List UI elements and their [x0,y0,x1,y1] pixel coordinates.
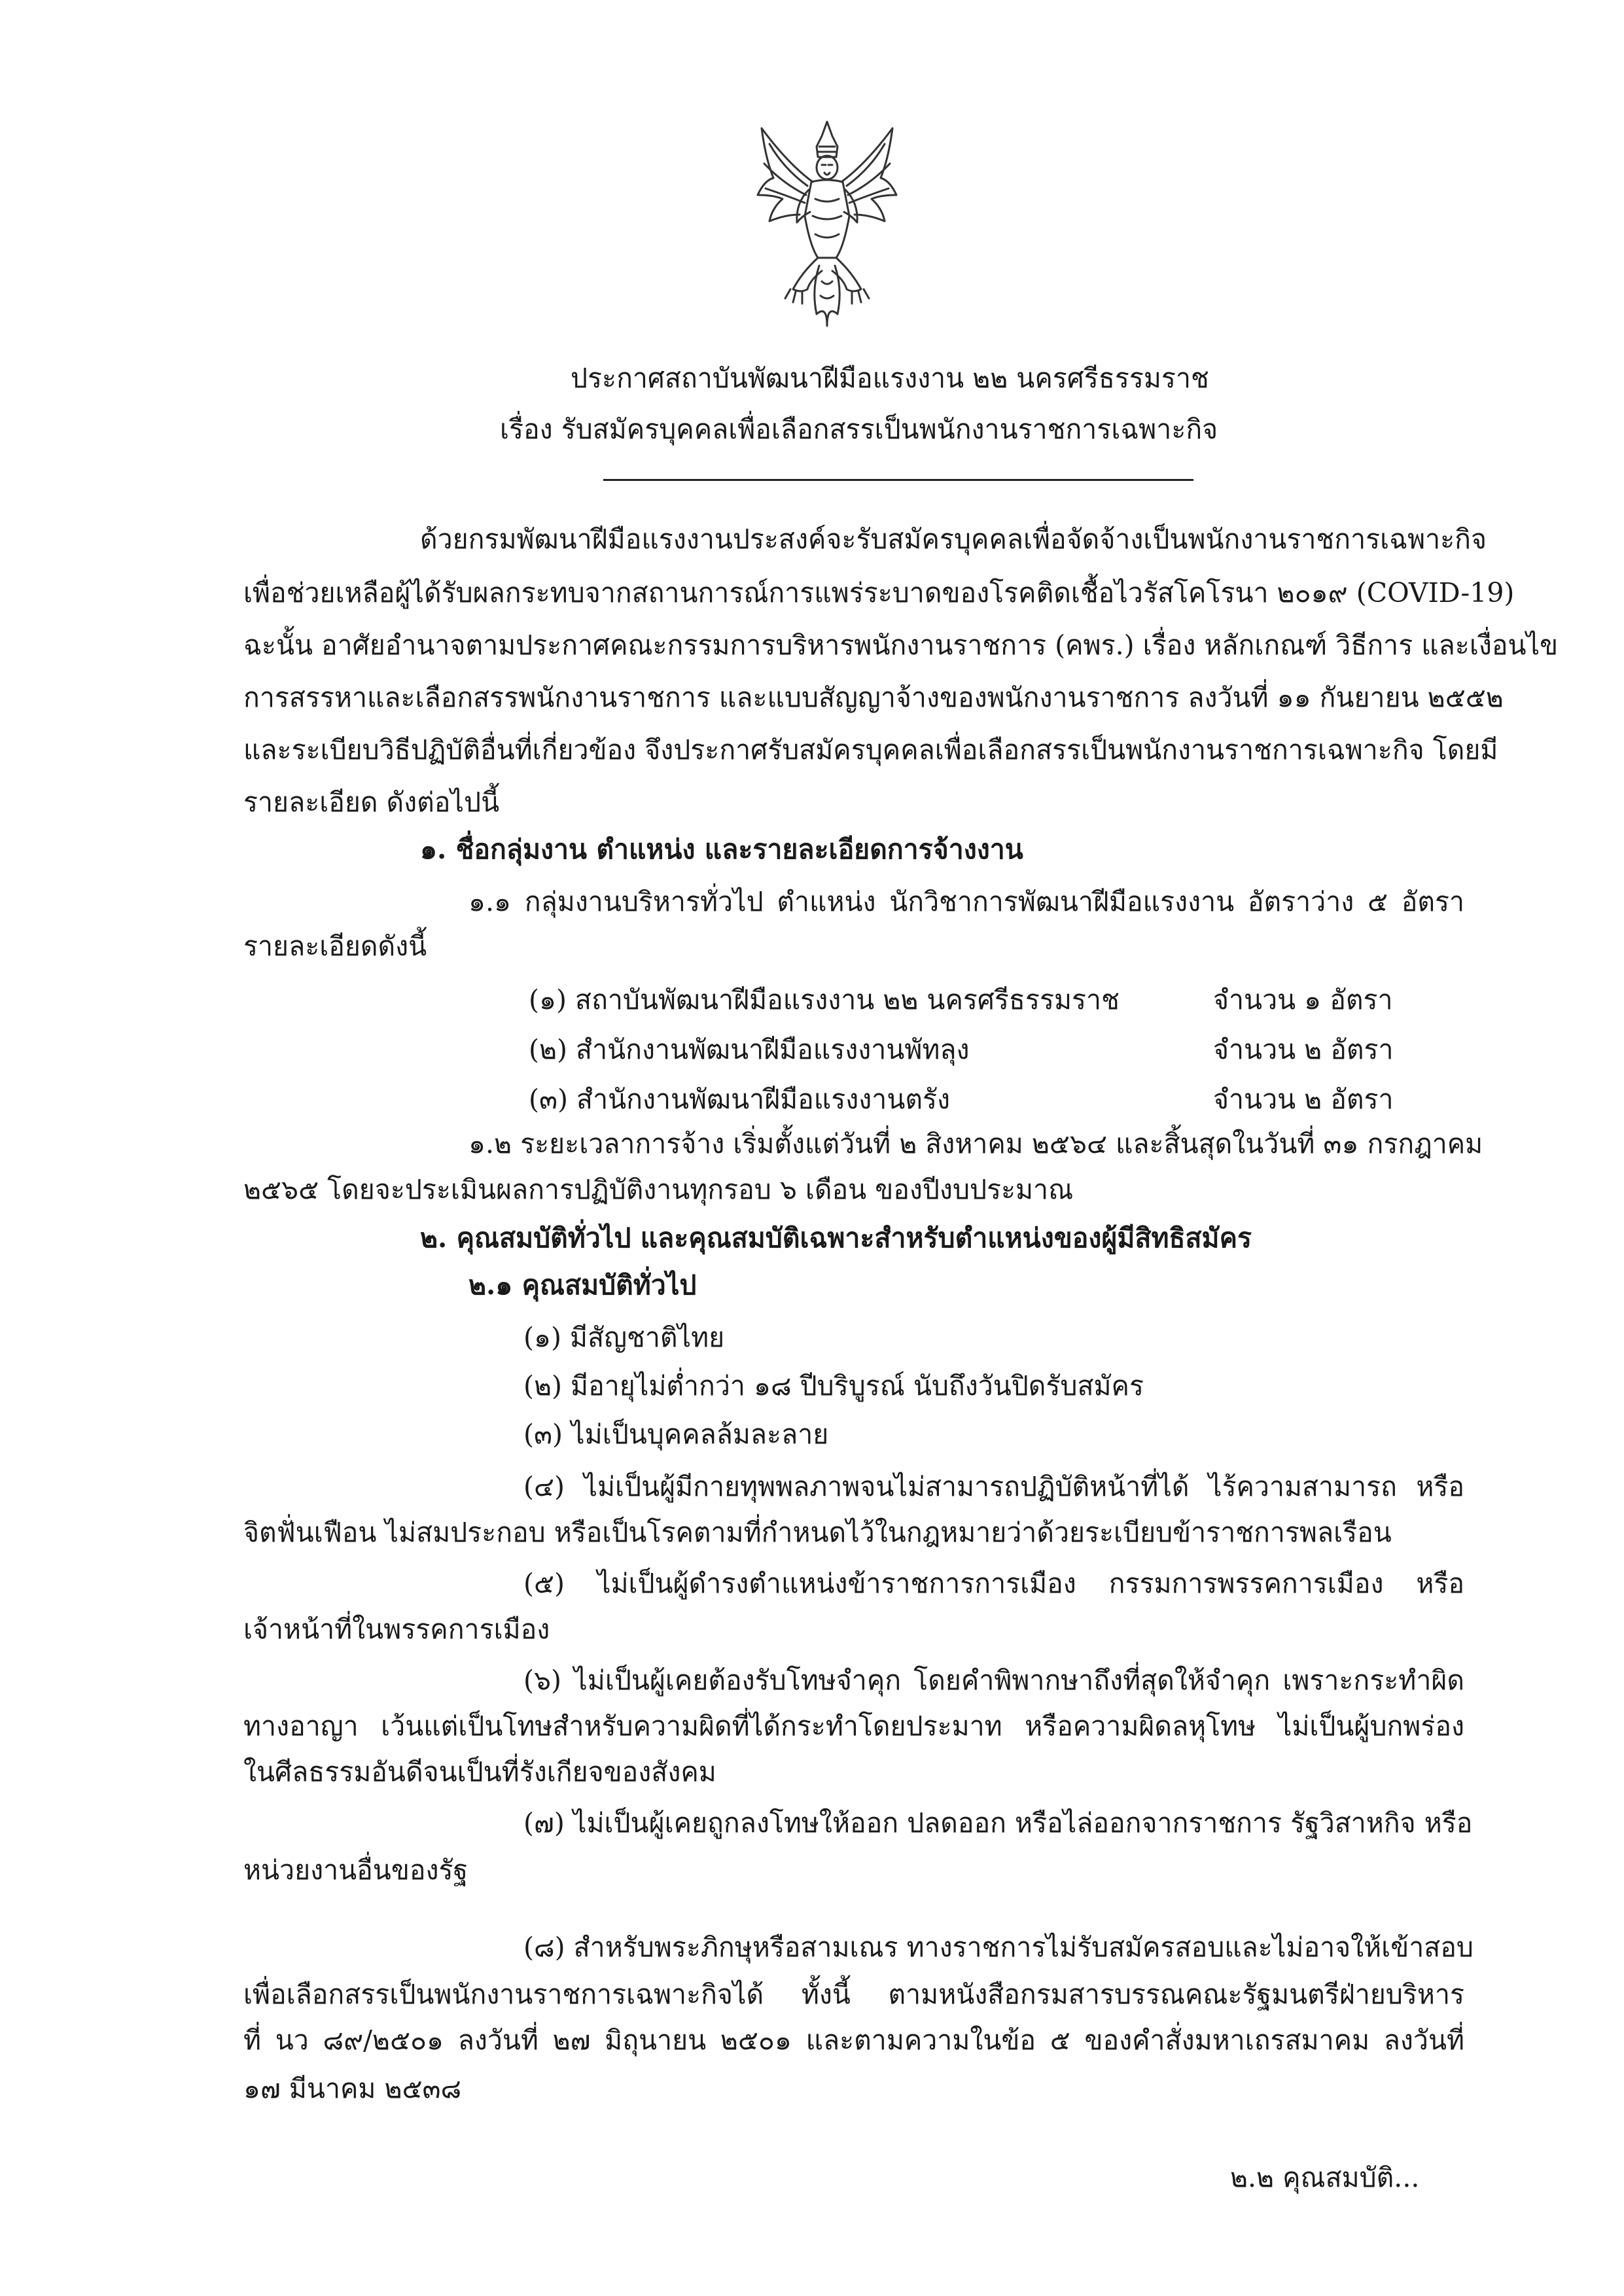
qualification-1: (๑) มีสัญชาติไทย [523,1322,725,1353]
qualification-5-line-2: เจ้าหน้าที่ในพรรคการเมือง [243,1614,550,1645]
garuda-emblem-icon [754,118,900,327]
qualification-8-line-2: เพื่อเลือกสรรเป็นพนักงานราชการเฉพาะกิจได้ ทั้งนี้ ตามหนังสือกรมสารบรรณคณะรัฐมนตรีฝ่ายบริหาร [243,1979,1464,2010]
unit-name-1: (๑) สถาบันพัฒนาฝีมือแรงงาน ๒๒ นครศรีธรรมราช [529,984,1120,1016]
intro-line-2: เพื่อช่วยเหลือผู้ได้รับผลกระทบจากสถานการณ์การแพร่ระบาดของโรคติดเชื้อไวรัสโคโรนา ๒๐๑๙ (COVID-19) [243,577,1515,609]
intro-line-3: ฉะนั้น อาศัยอำนาจตามประกาศคณะกรรมการบริหารพนักงานราชการ (คพร.) เรื่อง หลักเกณฑ์ วิธีการ และเงื่อนไข [243,629,1559,661]
qualification-8-line-4: ๑๗ มีนาคม ๒๕๓๘ [243,2073,462,2104]
qualification-4-line-1: (๔) ไม่เป็นผู้มีกายทุพพลภาพจนไม่สามารถปฏิบัติหน้าที่ได้ ไร้ความสามารถ หรือ [523,1471,1464,1502]
unit-count-1: จำนวน ๑ อัตรา [1213,984,1393,1016]
qualification-5-line-1: (๕) ไม่เป็นผู้ดำรงตำแหน่งข้าราชการการเมือง กรรมการพรรคการเมือง หรือ [523,1568,1464,1599]
qualification-2: (๒) มีอายุไม่ต่ำกว่า ๑๘ ปีบริบูรณ์ นับถึงวันปิดรับสมัคร [523,1370,1144,1402]
qualification-3: (๓) ไม่เป็นบุคคลล้มละลาย [523,1419,829,1450]
announcement-subject: เรื่อง รับสมัครบุคคลเพื่อเลือกสรรเป็นพนักงานราชการเฉพาะกิจ [500,414,1218,445]
qualification-7-line-1: (๗) ไม่เป็นผู้เคยถูกลงโทษให้ออก ปลดออก หรือไล่ออกจากราชการ รัฐวิสาหกิจ หรือ [523,1807,1473,1839]
unit-count-2: จำนวน ๒ อัตรา [1213,1034,1394,1065]
section-1-heading: ๑. ชื่อกลุ่มงาน ตำแหน่ง และรายละเอียดการจ้างงาน [420,834,1023,865]
qualification-8-line-3: ที่ นว ๘๙/๒๕๐๑ ลงวันที่ ๒๗ มิถุนายน ๒๕๐๑ และตามความในข้อ ๕ ของคำสั่งมหาเถรสมาคม ลงวันที่ [243,2024,1464,2056]
qualification-6-line-3: ในศีลธรรมอันดีจนเป็นที่รังเกียจของสังคม [243,1756,716,1788]
intro-line-5: และระเบียบวิธีปฏิบัติอื่นที่เกี่ยวข้อง จึงประกาศรับสมัครบุคคลเพื่อเลือกสรรเป็นพนักงานราชการเฉพาะกิจ โดยมี [243,734,1498,766]
section-1-1-line-1: ๑.๑ กลุ่มงานบริหารทั่วไป ตำแหน่ง นักวิชาการพัฒนาฝีมือแรงงาน อัตราว่าง ๕ อัตรา [468,886,1464,917]
qualification-4-line-2: จิตฟั่นเฟือน ไม่สมประกอบ หรือเป็นโรคตามที่กำหนดไว้ในกฎหมายว่าด้วยระเบียบข้าราชการพลเรือน [243,1517,1392,1548]
section-1-2-line-1: ๑.๒ ระยะเวลาการจ้าง เริ่มตั้งแต่วันที่ ๒ สิงหาคม ๒๕๖๔ และสิ้นสุดในวันที่ ๓๑ กรกฎาคม [468,1128,1483,1159]
qualification-7-line-2: หน่วยงานอื่นของรัฐ [243,1854,468,1886]
qualification-8-line-1: (๘) สำหรับพระภิกษุหรือสามเณร ทางราชการไม่รับสมัครสอบและไม่อาจให้เข้าสอบ [523,1932,1474,1963]
intro-line-4: การสรรหาและเลือกสรรพนักงานราชการ และแบบสัญญาจ้างของพนักงานราชการ ลงวันที่ ๑๑ กันยายน ๒๕๕๒ [243,682,1504,713]
section-2-1-heading: ๒.๑ คุณสมบัติทั่วไป [468,1269,697,1301]
section-2-heading: ๒. คุณสมบัติทั่วไป และคุณสมบัติเฉพาะสำหรับตำแหน่งของผู้มีสิทธิสมัคร [420,1222,1252,1254]
intro-line-6: รายละเอียด ดังต่อไปนี้ [243,786,500,818]
unit-name-3: (๓) สำนักงานพัฒนาฝีมือแรงงานตรัง [529,1084,951,1115]
qualification-6-line-1: (๖) ไม่เป็นผู้เคยต้องรับโทษจำคุก โดยคำพิพากษาถึงที่สุดให้จำคุก เพราะกระทำผิด [523,1665,1464,1696]
intro-line-1: ด้วยกรมพัฒนาฝีมือแรงงานประสงค์จะรับสมัครบุคคลเพื่อจัดจ้างเป็นพนักงานราชการเฉพาะกิจ [420,523,1487,555]
section-1-1-line-2: รายละเอียดดังนี้ [243,930,427,962]
unit-name-2: (๒) สำนักงานพัฒนาฝีมือแรงงานพัทลุง [529,1034,970,1065]
announcement-title: ประกาศสถาบันพัฒนาฝีมือแรงงาน ๒๒ นครศรีธรรมราช [571,362,1209,394]
title-divider [603,479,1193,481]
section-1-2-line-2: ๒๕๖๕ โดยจะประเมินผลการปฏิบัติงานทุกรอบ ๖ เดือน ของปีงบประมาณ [243,1174,1074,1205]
continuation-marker: ๒.๒ คุณสมบัติ... [1230,2162,1420,2193]
unit-count-3: จำนวน ๒ อัตรา [1213,1084,1394,1115]
qualification-6-line-2: ทางอาญา เว้นแต่เป็นโทษสำหรับความผิดที่ได้กระทำโดยประมาท หรือความผิดลหุโทษ ไม่เป็นผู้บกพร่อง [243,1710,1464,1742]
